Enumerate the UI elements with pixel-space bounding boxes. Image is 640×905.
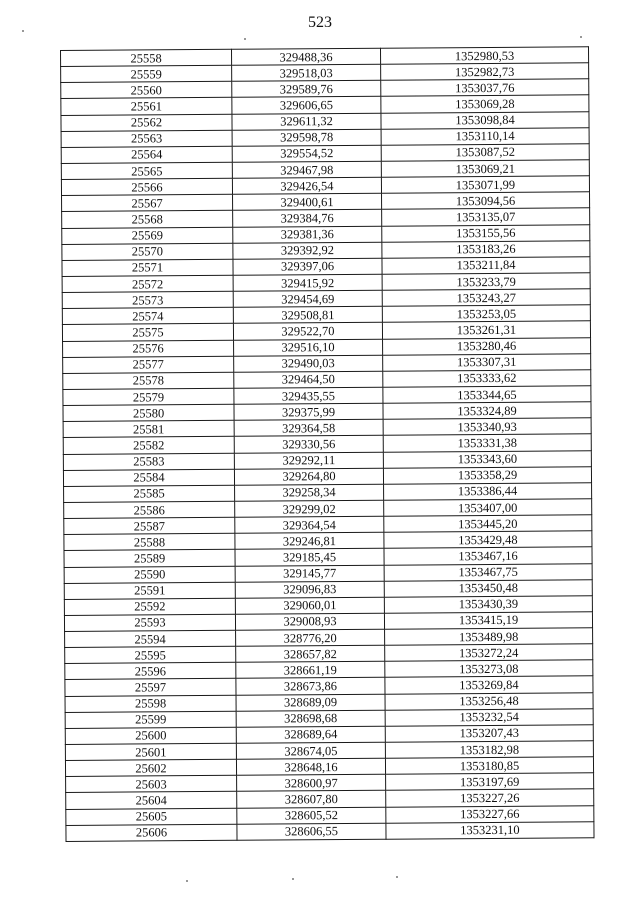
y-coordinate-cell: 1353415,19 bbox=[384, 612, 592, 630]
point-number-cell: 25603 bbox=[66, 776, 237, 793]
point-number-cell: 25567 bbox=[62, 195, 233, 212]
y-coordinate-cell: 1353183,26 bbox=[382, 240, 590, 258]
point-number-cell: 25573 bbox=[62, 291, 233, 308]
point-number-cell: 25565 bbox=[61, 162, 232, 179]
point-number-cell: 25576 bbox=[63, 340, 234, 357]
x-coordinate-cell: 329611,32 bbox=[232, 113, 381, 130]
x-coordinate-cell: 329606,65 bbox=[232, 97, 381, 114]
x-coordinate-cell: 329464,50 bbox=[234, 371, 383, 388]
y-coordinate-cell: 1353467,16 bbox=[384, 547, 592, 565]
x-coordinate-cell: 328776,20 bbox=[236, 629, 385, 646]
point-number-cell: 25582 bbox=[63, 437, 234, 454]
coordinates-table-body bbox=[61, 47, 595, 842]
y-coordinate-cell: 1353256,48 bbox=[385, 692, 593, 710]
point-number-cell: 25580 bbox=[63, 404, 234, 421]
x-coordinate-cell: 328607,80 bbox=[237, 791, 386, 808]
point-number-cell: 25597 bbox=[65, 679, 236, 696]
y-coordinate-cell: 1353450,48 bbox=[384, 579, 592, 597]
x-coordinate-cell: 329598,78 bbox=[232, 129, 381, 146]
x-coordinate-cell: 328674,05 bbox=[236, 742, 385, 759]
y-coordinate-cell: 1353098,84 bbox=[381, 111, 589, 129]
x-coordinate-cell: 329392,92 bbox=[233, 242, 382, 259]
point-number-cell: 25579 bbox=[63, 388, 234, 405]
x-coordinate-cell: 328600,97 bbox=[237, 775, 386, 792]
page-number: 523 bbox=[308, 14, 332, 31]
y-coordinate-cell: 1353331,38 bbox=[383, 434, 591, 452]
y-coordinate-cell: 1353180,85 bbox=[385, 757, 593, 775]
x-coordinate-cell: 328606,55 bbox=[237, 823, 386, 840]
x-coordinate-cell: 329292,11 bbox=[234, 452, 383, 469]
point-number-cell: 25559 bbox=[61, 65, 232, 82]
x-coordinate-cell: 329364,54 bbox=[235, 516, 384, 533]
coordinates-table-container bbox=[60, 46, 591, 842]
y-coordinate-cell: 1353386,44 bbox=[384, 483, 592, 501]
point-number-cell: 25581 bbox=[63, 421, 234, 438]
point-number-cell: 25589 bbox=[64, 550, 235, 567]
x-coordinate-cell: 329400,61 bbox=[233, 194, 382, 211]
point-number-cell: 25599 bbox=[65, 711, 236, 728]
y-coordinate-cell: 1352982,73 bbox=[381, 63, 589, 81]
y-coordinate-cell: 1353407,00 bbox=[384, 499, 592, 517]
x-coordinate-cell: 329299,02 bbox=[235, 500, 384, 517]
y-coordinate-cell: 1353233,79 bbox=[382, 273, 590, 291]
point-number-cell: 25574 bbox=[62, 308, 233, 325]
y-coordinate-cell: 1353155,56 bbox=[382, 224, 590, 242]
x-coordinate-cell: 328673,86 bbox=[236, 678, 385, 695]
y-coordinate-cell: 1353227,26 bbox=[386, 789, 594, 807]
x-coordinate-cell: 329364,58 bbox=[234, 419, 383, 436]
y-coordinate-cell: 1353135,07 bbox=[382, 208, 590, 226]
y-coordinate-cell: 1353207,43 bbox=[385, 725, 593, 743]
point-number-cell: 25564 bbox=[61, 146, 232, 163]
coordinates-table bbox=[60, 46, 595, 842]
x-coordinate-cell: 328648,16 bbox=[236, 758, 385, 775]
x-coordinate-cell: 328657,82 bbox=[236, 645, 385, 662]
scan-speck bbox=[396, 876, 398, 878]
scan-speck bbox=[186, 880, 188, 882]
x-coordinate-cell: 329060,01 bbox=[235, 597, 384, 614]
point-number-cell: 25605 bbox=[66, 808, 237, 825]
x-coordinate-cell: 329522,70 bbox=[233, 323, 382, 340]
point-number-cell: 25598 bbox=[65, 695, 236, 712]
x-coordinate-cell: 329490,03 bbox=[234, 355, 383, 372]
point-number-cell: 25601 bbox=[65, 743, 236, 760]
y-coordinate-cell: 1353324,89 bbox=[383, 402, 591, 420]
x-coordinate-cell: 329516,10 bbox=[234, 339, 383, 356]
scan-speck bbox=[580, 36, 582, 38]
point-number-cell: 25588 bbox=[64, 534, 235, 551]
y-coordinate-cell: 1353069,21 bbox=[381, 160, 589, 178]
y-coordinate-cell: 1353343,60 bbox=[383, 450, 591, 468]
point-number-cell: 25558 bbox=[61, 49, 232, 66]
point-number-cell: 25578 bbox=[63, 372, 234, 389]
x-coordinate-cell: 329008,93 bbox=[235, 613, 384, 630]
y-coordinate-cell: 1353429,48 bbox=[384, 531, 592, 549]
point-number-cell: 25592 bbox=[64, 598, 235, 615]
y-coordinate-cell: 1353110,14 bbox=[381, 128, 589, 146]
point-number-cell: 25587 bbox=[64, 517, 235, 534]
x-coordinate-cell: 329246,81 bbox=[235, 532, 384, 549]
y-coordinate-cell: 1353344,65 bbox=[383, 386, 591, 404]
y-coordinate-cell: 1352980,53 bbox=[380, 47, 588, 65]
table-row bbox=[66, 822, 594, 842]
x-coordinate-cell: 329454,69 bbox=[233, 290, 382, 307]
point-number-cell: 25586 bbox=[64, 501, 235, 518]
point-number-cell: 25606 bbox=[66, 824, 237, 841]
y-coordinate-cell: 1353253,05 bbox=[382, 305, 590, 323]
y-coordinate-cell: 1353037,76 bbox=[381, 79, 589, 97]
point-number-cell: 25561 bbox=[61, 98, 232, 115]
x-coordinate-cell: 329185,45 bbox=[235, 549, 384, 566]
x-coordinate-cell: 329384,76 bbox=[233, 210, 382, 227]
point-number-cell: 25590 bbox=[64, 566, 235, 583]
x-coordinate-cell: 329435,55 bbox=[234, 387, 383, 404]
y-coordinate-cell: 1353243,27 bbox=[382, 289, 590, 307]
point-number-cell: 25563 bbox=[61, 130, 232, 147]
point-number-cell: 25560 bbox=[61, 82, 232, 99]
x-coordinate-cell: 328605,52 bbox=[237, 807, 386, 824]
x-coordinate-cell: 329381,36 bbox=[233, 226, 382, 243]
scan-speck bbox=[244, 38, 246, 40]
point-number-cell: 25572 bbox=[62, 275, 233, 292]
point-number-cell: 25562 bbox=[61, 114, 232, 131]
x-coordinate-cell: 328689,64 bbox=[236, 726, 385, 743]
x-coordinate-cell: 329096,83 bbox=[235, 581, 384, 598]
y-coordinate-cell: 1353340,93 bbox=[383, 418, 591, 436]
y-coordinate-cell: 1353197,69 bbox=[386, 773, 594, 791]
x-coordinate-cell: 329330,56 bbox=[234, 436, 383, 453]
point-number-cell: 25568 bbox=[62, 211, 233, 228]
point-number-cell: 25602 bbox=[65, 759, 236, 776]
y-coordinate-cell: 1353261,31 bbox=[382, 321, 590, 339]
point-number-cell: 25594 bbox=[65, 630, 236, 647]
x-coordinate-cell: 329415,92 bbox=[233, 274, 382, 291]
point-number-cell: 25566 bbox=[61, 178, 232, 195]
point-number-cell: 25604 bbox=[66, 792, 237, 809]
x-coordinate-cell: 329554,52 bbox=[232, 145, 381, 162]
y-coordinate-cell: 1353071,99 bbox=[381, 176, 589, 194]
x-coordinate-cell: 328689,09 bbox=[236, 694, 385, 711]
x-coordinate-cell: 329145,77 bbox=[235, 565, 384, 582]
y-coordinate-cell: 1353467,75 bbox=[384, 563, 592, 581]
y-coordinate-cell: 1353269,84 bbox=[385, 676, 593, 694]
y-coordinate-cell: 1353489,98 bbox=[385, 628, 593, 646]
x-coordinate-cell: 328698,68 bbox=[236, 710, 385, 727]
x-coordinate-cell: 328661,19 bbox=[236, 662, 385, 679]
point-number-cell: 25569 bbox=[62, 227, 233, 244]
point-number-cell: 25571 bbox=[62, 259, 233, 276]
scan-speck bbox=[22, 30, 24, 32]
point-number-cell: 25577 bbox=[63, 356, 234, 373]
x-coordinate-cell: 329426,54 bbox=[232, 177, 381, 194]
y-coordinate-cell: 1353280,46 bbox=[383, 337, 591, 355]
x-coordinate-cell: 329589,76 bbox=[232, 81, 381, 98]
point-number-cell: 25595 bbox=[65, 646, 236, 663]
point-number-cell: 25596 bbox=[65, 663, 236, 680]
y-coordinate-cell: 1353211,84 bbox=[382, 257, 590, 275]
point-number-cell: 25591 bbox=[64, 582, 235, 599]
y-coordinate-cell: 1353445,20 bbox=[384, 515, 592, 533]
y-coordinate-cell: 1353094,56 bbox=[382, 192, 590, 210]
y-coordinate-cell: 1353232,54 bbox=[385, 709, 593, 727]
point-number-cell: 25585 bbox=[64, 485, 235, 502]
scan-speck bbox=[292, 878, 294, 880]
y-coordinate-cell: 1353182,98 bbox=[385, 741, 593, 759]
x-coordinate-cell: 329518,03 bbox=[232, 64, 381, 81]
y-coordinate-cell: 1353333,62 bbox=[383, 370, 591, 388]
y-coordinate-cell: 1353272,24 bbox=[385, 644, 593, 662]
x-coordinate-cell: 329508,81 bbox=[233, 307, 382, 324]
x-coordinate-cell: 329488,36 bbox=[231, 48, 380, 65]
x-coordinate-cell: 329264,80 bbox=[234, 468, 383, 485]
y-coordinate-cell: 1353430,39 bbox=[384, 596, 592, 614]
x-coordinate-cell: 329467,98 bbox=[232, 161, 381, 178]
point-number-cell: 25583 bbox=[63, 453, 234, 470]
point-number-cell: 25600 bbox=[65, 727, 236, 744]
x-coordinate-cell: 329375,99 bbox=[234, 403, 383, 420]
y-coordinate-cell: 1353231,10 bbox=[386, 822, 594, 840]
point-number-cell: 25575 bbox=[62, 324, 233, 341]
y-coordinate-cell: 1353273,08 bbox=[385, 660, 593, 678]
y-coordinate-cell: 1353087,52 bbox=[381, 144, 589, 162]
y-coordinate-cell: 1353227,66 bbox=[386, 805, 594, 823]
x-coordinate-cell: 329258,34 bbox=[235, 484, 384, 501]
point-number-cell: 25584 bbox=[63, 469, 234, 486]
y-coordinate-cell: 1353069,28 bbox=[381, 95, 589, 113]
y-coordinate-cell: 1353307,31 bbox=[383, 353, 591, 371]
point-number-cell: 25570 bbox=[62, 243, 233, 260]
y-coordinate-cell: 1353358,29 bbox=[383, 466, 591, 484]
x-coordinate-cell: 329397,06 bbox=[233, 258, 382, 275]
point-number-cell: 25593 bbox=[64, 614, 235, 631]
